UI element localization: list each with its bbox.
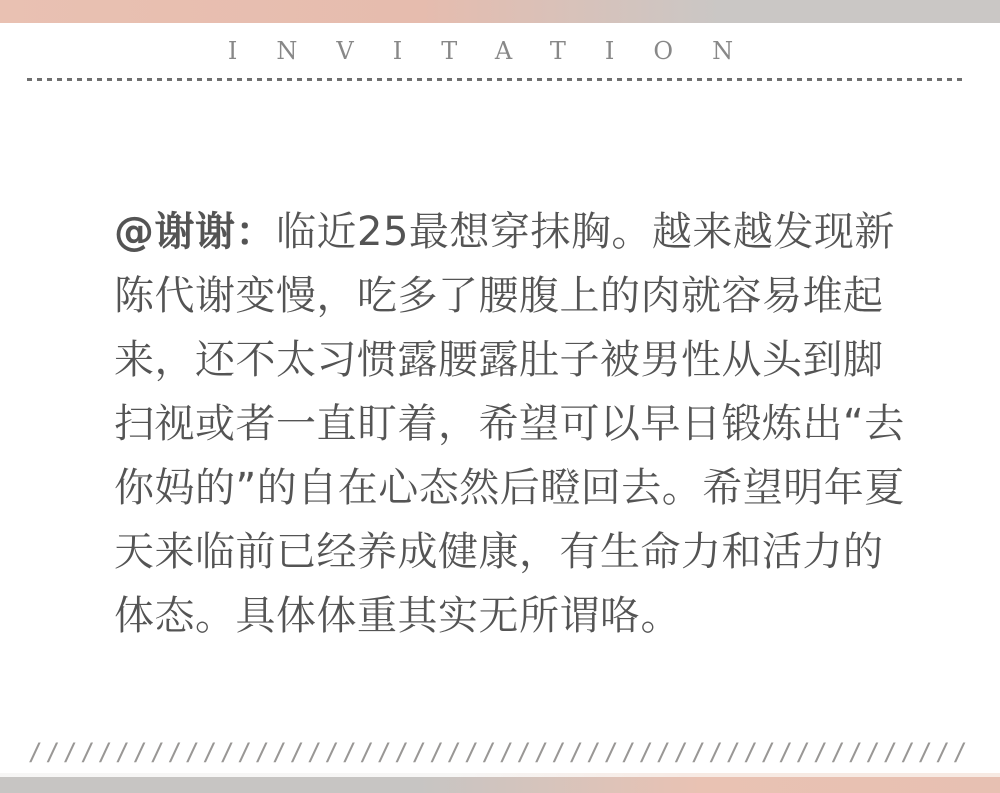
quote-line xyxy=(114,200,904,264)
quote-line: 天来临前已经养成健康，有生命力和活力的 xyxy=(114,529,884,575)
quote-line: 你妈的”的自在心态然后瞪回去。希望明年夏 xyxy=(114,465,905,511)
invitation-heading: INVITATION xyxy=(227,37,773,65)
quote-text-block xyxy=(114,200,904,648)
quote-line: 陈代谢变慢，吃多了腰腹上的肉就容易堆起 xyxy=(114,273,884,319)
top-gradient-band xyxy=(0,0,1000,23)
bottom-gradient-band xyxy=(0,777,1000,793)
quote-line-text: 临近25最想穿抹胸。越来越发现新 xyxy=(276,209,895,255)
quote-line: 扫视或者一直盯着，希望可以早日锻炼出“去 xyxy=(114,401,905,447)
slash-divider: ////////////////////////////////////////////////////// xyxy=(28,738,971,766)
quote-line: 来，还不太习惯露腰露肚子被男性从头到脚 xyxy=(114,337,884,383)
author-handle: @谢谢： xyxy=(114,209,276,255)
quote-line: 体态。具体体重其实无所谓咯。 xyxy=(114,593,681,639)
dotted-divider xyxy=(27,78,965,81)
